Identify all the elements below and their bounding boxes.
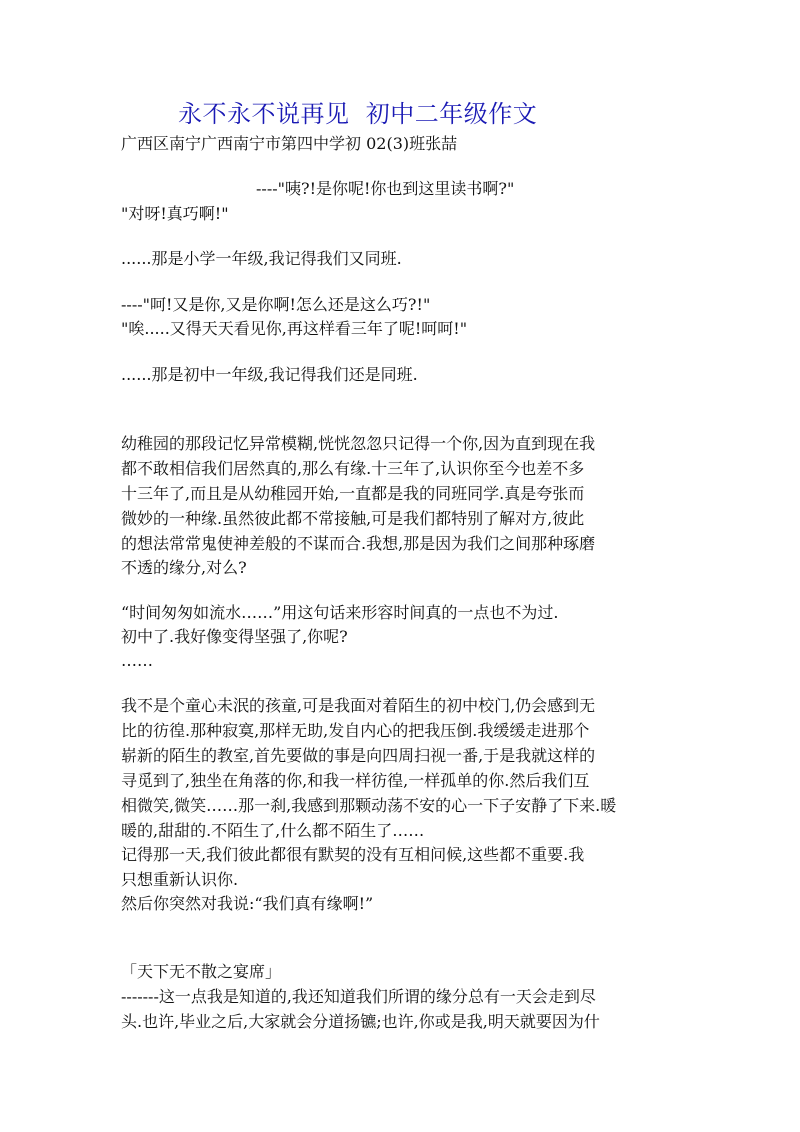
dialogue-line: ......那是小学一年级,我记得我们又同班. — [121, 249, 402, 268]
paragraph-line: 的想法常常鬼使神差般的不谋而合.我想,那是因为我们之间那种琢磨 — [121, 534, 596, 553]
paragraph-line: 比的彷徨.那种寂寞,那样无助,发自内心的把我压倒.我缓缓走进那个 — [121, 721, 590, 740]
paragraph-line: 都不敢相信我们居然真的,那么有缘.十三年了,认识你至今也差不多 — [121, 459, 585, 478]
paragraph-line: “时间匆匆如流水……”用这句话来形容时间真的一点也不为过. — [121, 603, 559, 622]
dialogue-line: "唉.....又得天天看见你,再这样看三年了呢!呵呵!" — [121, 319, 468, 338]
paragraph-line: 十三年了,而且是从幼稚园开始,一直都是我的同班同学.真是夸张而 — [121, 484, 585, 503]
paragraph-line: 只想重新认识你. — [121, 870, 239, 889]
paragraph-line: 崭新的陌生的教室,首先要做的事是向四周扫视一番,于是我就这样的 — [121, 746, 596, 765]
paragraph-line: 头.也许,毕业之后,大家就会分道扬镳;也许,你或是我,明天就要因为什 — [121, 1012, 600, 1031]
paragraph-line: -------这一点我是知道的,我还知道我们所谓的缘分总有一天会走到尽 — [121, 987, 596, 1006]
paragraph-line: 相微笑,微笑……那一刹,我感到那颗动荡不安的心一下子安静了下来.暖 — [121, 796, 617, 815]
dialogue-line: ----"咦?!是你呢!你也到这里读书啊?" — [256, 179, 515, 198]
dialogue-line: ......那是初中一年级,我记得我们还是同班. — [121, 365, 418, 384]
dialogue-line: ----"呵!又是你,又是你啊!怎么还是这么巧?!" — [121, 295, 431, 314]
paragraph-line: 寻觅到了,独坐在角落的你,和我一样彷徨,一样孤单的你.然后我们互 — [121, 771, 590, 790]
paragraph-line: 我不是个童心未泯的孩童,可是我面对着陌生的初中校门,仍会感到无 — [121, 696, 596, 715]
paragraph-line: 微妙的一种缘.虽然彼此都不常接触,可是我们都特别了解对方,彼此 — [121, 509, 585, 528]
paragraph-line: 幼稚园的那段记忆异常模糊,恍恍忽忽只记得一个你,因为直到现在我 — [121, 434, 596, 453]
paragraph-line: 然后你突然对我说:“我们真有缘啊!” — [121, 894, 374, 913]
paragraph-line: 暖的,甜甜的.不陌生了,什么都不陌生了…… — [121, 821, 425, 840]
author-line: 广西区南宁广西南宁市第四中学初 02(3)班张喆 — [121, 134, 458, 153]
paragraph-line: 不透的缘分,对么? — [121, 558, 247, 577]
paragraph-line: 记得那一天,我们彼此都很有默契的没有互相问候,这些都不重要.我 — [121, 845, 585, 864]
paragraph-line: …… — [121, 651, 153, 670]
dialogue-line: "对呀!真巧啊!" — [121, 204, 229, 223]
paragraph-line: 「天下无不散之宴席」 — [121, 962, 282, 981]
document-title: 永不永不说再见 初中二年级作文 — [178, 100, 538, 128]
paragraph-line: 初中了.我好像变得坚强了,你呢? — [121, 627, 348, 646]
